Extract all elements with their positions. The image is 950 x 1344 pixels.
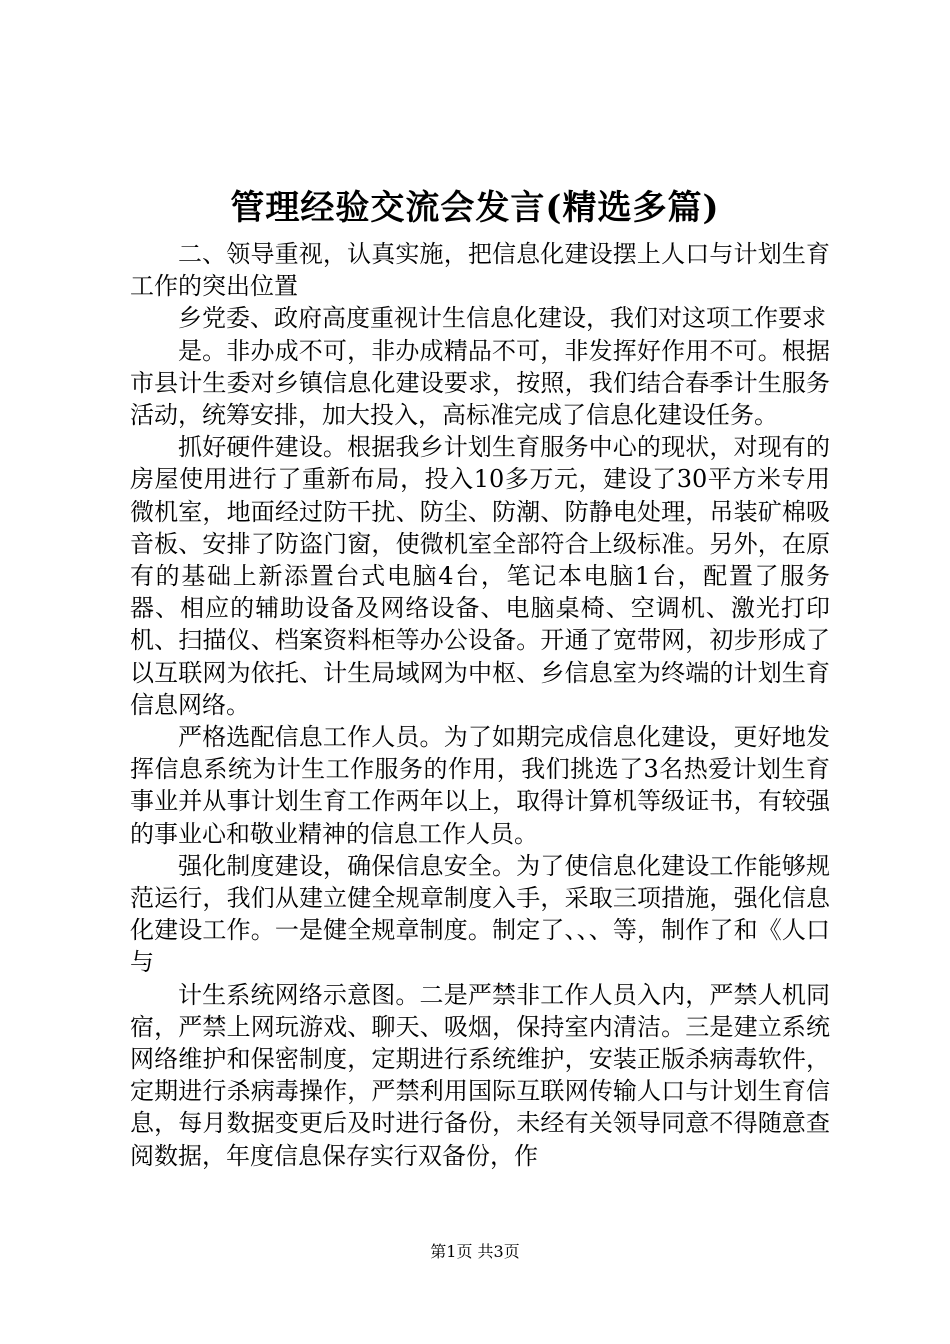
body-paragraph: 严格选配信息工作人员。为了如期完成信息化建设，更好地发挥信息系统为计生工作服务的作用，我们挑选了3名热爱计划生育事业并从事计划生育工作两年以上，取得计算机等级证书，有较强的事业心和敬业精神的信息工作人员。 (130, 723, 830, 848)
document-title: 管理经验交流会发言(精选多篇) (230, 188, 720, 228)
body-paragraph: 乡党委、政府高度重视计生信息化建设，我们对这项工作要求 (178, 304, 826, 333)
body-paragraph: 强化制度建设，确保信息安全。为了使信息化建设工作能够规范运行，我们从建立健全规章制度入手，采取三项措施，强化信息化建设工作。一是健全规章制度。制定了、、、等，制作了和《人口与 (130, 851, 830, 977)
body-paragraph: 是。非办成不可，非办成精品不可，非发挥好作用不可。根据市县计生委对乡镇信息化建设要求，按照，我们结合春季计生服务活动，统筹安排，加大投入，高标准完成了信息化建设任务。 (130, 336, 830, 430)
body-paragraph: 计生系统网络示意图。二是严禁非工作人员入内，严禁人机同宿，严禁上网玩游戏、聊天、吸烟，保持室内清洁。三是建立系统网络维护和保密制度，定期进行系统维护，安装正版杀病毒软件，定期进行杀病毒操作，严禁利用国际互联网传输人口与计划生育信息，每月数据变更后及时进行备份，未经有关领导同意不得随意查阅数据，年度信息保存实行双备份，作 (130, 980, 830, 1170)
body-paragraph: 抓好硬件建设。根据我乡计划生育服务中心的现状，对现有的房屋使用进行了重新布局，投入10多万元，建设了30平方米专用微机室，地面经过防干扰、防尘、防潮、防静电处理，吊装矿棉吸音板、安排了防盗门窗，使微机室全部符合上级标准。另外，在原有的基础上新添置台式电脑4台，笔记本电脑1台，配置了服务器、相应的辅助设备及网络设备、电脑桌椅、空调机、激光打印机、扫描仪、档案资料柜等办公设备。开通了宽带网，初步形成了以互联网为依托、计生局域网为中枢、乡信息室为终端的计划生育信息网络。 (130, 433, 830, 719)
page-footer: 第1页 共3页 (430, 1242, 520, 1261)
body-paragraph: 二、领导重视，认真实施，把信息化建设摆上人口与计划生育工作的突出位置 (130, 240, 830, 301)
document-body (130, 238, 830, 1172)
